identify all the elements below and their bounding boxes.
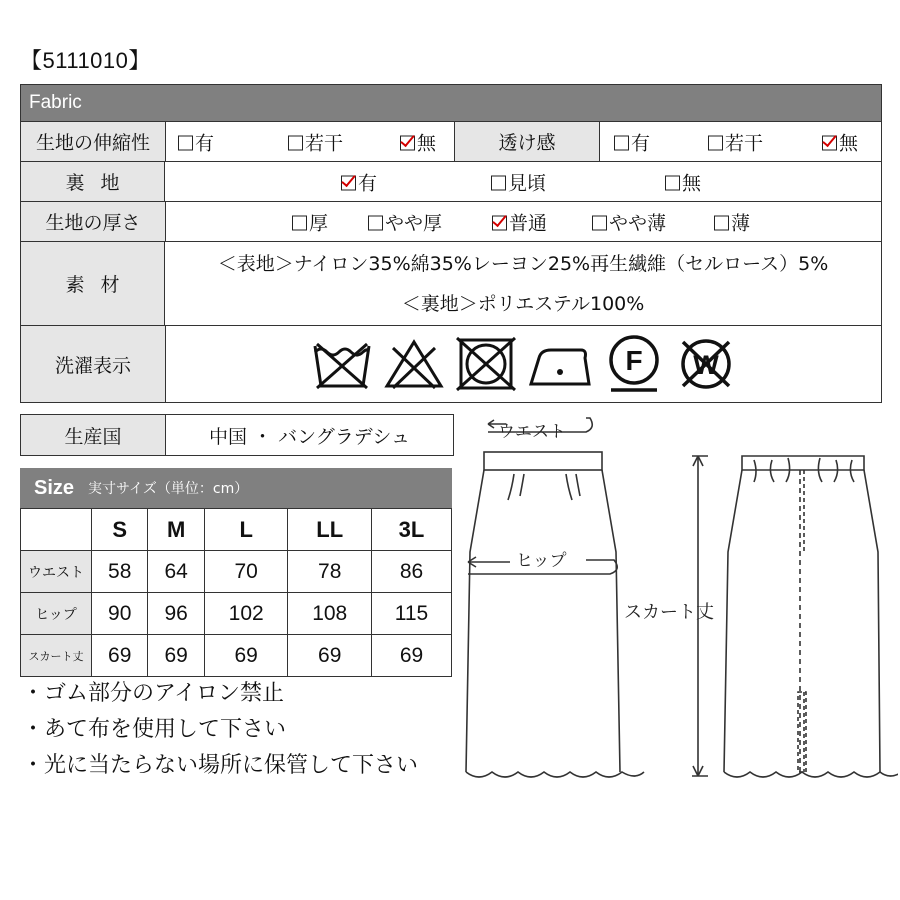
table-row xyxy=(21,635,452,677)
thickness-option-slightly-thick[interactable]: やや厚 xyxy=(368,208,442,235)
stretch-option-yes[interactable]: 有 xyxy=(178,128,214,155)
thickness-option-thin[interactable]: 薄 xyxy=(714,208,750,235)
checkbox-icon[interactable] xyxy=(491,175,506,190)
checkbox-icon[interactable] xyxy=(708,135,723,150)
care-icons xyxy=(166,326,881,402)
skirt-front-waistband xyxy=(484,452,602,470)
size-col-3l: 3L xyxy=(372,509,452,551)
stretch-options xyxy=(166,122,455,161)
thickness-option-normal[interactable]: 普通 xyxy=(492,208,547,235)
material-label: 素材 xyxy=(21,242,165,325)
checkbox-icon[interactable] xyxy=(592,215,607,230)
thickness-options xyxy=(166,202,881,241)
thickness-option-slightly-thin[interactable]: やや薄 xyxy=(592,208,666,235)
size-table xyxy=(20,508,452,677)
svg-text:W: W xyxy=(692,350,719,380)
lining-row xyxy=(21,162,881,202)
checked-checkbox-icon[interactable] xyxy=(400,135,415,150)
checkbox-icon[interactable] xyxy=(665,175,680,190)
material-outer: ＜表地＞ナイロン35%綿35%レーヨン25%再生繊維（セルロース）5% xyxy=(217,252,829,275)
stretch-option-slight[interactable]: 若干 xyxy=(288,128,343,155)
fabric-header: Fabric xyxy=(21,85,881,122)
material-value xyxy=(165,242,881,325)
material-inner: ＜裏地＞ポリエステル100% xyxy=(401,292,645,315)
table-cell: 96 xyxy=(148,593,204,635)
skirt-diagram xyxy=(458,412,898,792)
lining-options xyxy=(165,162,881,201)
thickness-option-thick[interactable]: 厚 xyxy=(292,208,328,235)
checked-checkbox-icon[interactable] xyxy=(492,215,507,230)
size-col-ll: LL xyxy=(288,509,372,551)
table-cell: 115 xyxy=(372,593,452,635)
sheer-option-yes[interactable]: 有 xyxy=(614,128,650,155)
table-row xyxy=(21,551,452,593)
dry-clean-f-icon xyxy=(603,334,665,394)
size-col-l: L xyxy=(204,509,288,551)
sheer-options xyxy=(600,122,881,161)
checked-checkbox-icon[interactable] xyxy=(341,175,356,190)
note-item: ・ゴム部分のアイロン禁止 xyxy=(22,681,285,706)
lining-option-body[interactable]: 見頃 xyxy=(491,168,546,195)
note-item: ・光に当たらない場所に保管して下さい xyxy=(22,753,419,778)
svg-text:F: F xyxy=(624,345,643,376)
table-cell: 70 xyxy=(204,551,288,593)
hand-wash-prohibited-icon xyxy=(311,336,373,392)
checkbox-icon[interactable] xyxy=(368,215,383,230)
diagram-length-label: スカート丈 xyxy=(624,602,714,623)
product-code: 【5111010】 xyxy=(20,48,151,73)
size-subtitle: 実寸サイズ（単位：cm） xyxy=(88,481,249,497)
table-cell: 69 xyxy=(148,635,204,677)
country-row xyxy=(20,414,454,456)
skirt-front-hem xyxy=(466,772,644,777)
sheer-option-none[interactable]: 無 xyxy=(822,128,858,155)
row-label-hip: ヒップ xyxy=(21,593,92,635)
table-cell: 86 xyxy=(372,551,452,593)
skirt-front-outline xyxy=(466,470,620,772)
material-row xyxy=(21,242,881,326)
table-cell: 64 xyxy=(148,551,204,593)
checkbox-icon[interactable] xyxy=(288,135,303,150)
sheer-option-slight[interactable]: 若干 xyxy=(708,128,763,155)
fabric-table xyxy=(20,84,882,403)
stretch-sheer-row xyxy=(21,122,881,162)
table-cell: 102 xyxy=(204,593,288,635)
thickness-row xyxy=(21,202,881,242)
table-cell: 78 xyxy=(288,551,372,593)
table-cell: 108 xyxy=(288,593,372,635)
size-header-row xyxy=(21,509,452,551)
country-label: 生産国 xyxy=(21,415,166,455)
size-title: Size xyxy=(34,476,75,499)
sheer-label: 透け感 xyxy=(455,122,600,161)
care-label: 洗濯表示 xyxy=(21,326,166,402)
skirt-back-waistband xyxy=(742,456,864,470)
checkbox-icon[interactable] xyxy=(178,135,193,150)
care-notes xyxy=(22,676,418,784)
country-value: 中国 ・ バングラデシュ xyxy=(209,425,410,448)
table-cell: 69 xyxy=(204,635,288,677)
thickness-label: 生地の厚さ xyxy=(21,202,166,241)
table-cell: 58 xyxy=(92,551,148,593)
row-label-waist: ウエスト xyxy=(21,551,92,593)
skirt-back-outline xyxy=(724,470,880,772)
table-cell: 90 xyxy=(92,593,148,635)
note-item: ・あて布を使用して下さい xyxy=(22,717,287,742)
table-cell: 69 xyxy=(92,635,148,677)
checkbox-icon[interactable] xyxy=(292,215,307,230)
table-cell: 69 xyxy=(288,635,372,677)
size-corner-cell xyxy=(21,509,92,551)
checkbox-icon[interactable] xyxy=(614,135,629,150)
size-col-s: S xyxy=(92,509,148,551)
checked-checkbox-icon[interactable] xyxy=(822,135,837,150)
size-header xyxy=(20,468,452,508)
diagram-waist-label: ウエスト xyxy=(498,422,566,442)
lining-label: 裏地 xyxy=(21,162,165,201)
size-col-m: M xyxy=(148,509,204,551)
checkbox-icon[interactable] xyxy=(714,215,729,230)
diagram-hip-label: ヒップ xyxy=(516,551,567,571)
table-cell: 69 xyxy=(372,635,452,677)
wet-clean-prohibited-icon xyxy=(675,334,737,394)
lining-option-none[interactable]: 無 xyxy=(665,168,701,195)
tumble-dry-prohibited-icon xyxy=(455,336,517,392)
stretch-label: 生地の伸縮性 xyxy=(21,122,166,161)
stretch-option-none[interactable]: 無 xyxy=(400,128,436,155)
bleach-prohibited-icon xyxy=(383,336,445,392)
iron-low-icon xyxy=(527,336,593,392)
table-row xyxy=(21,593,452,635)
care-row xyxy=(21,326,881,402)
lining-option-yes[interactable]: 有 xyxy=(341,168,377,195)
row-label-skirt-length: スカート丈 xyxy=(21,635,92,677)
